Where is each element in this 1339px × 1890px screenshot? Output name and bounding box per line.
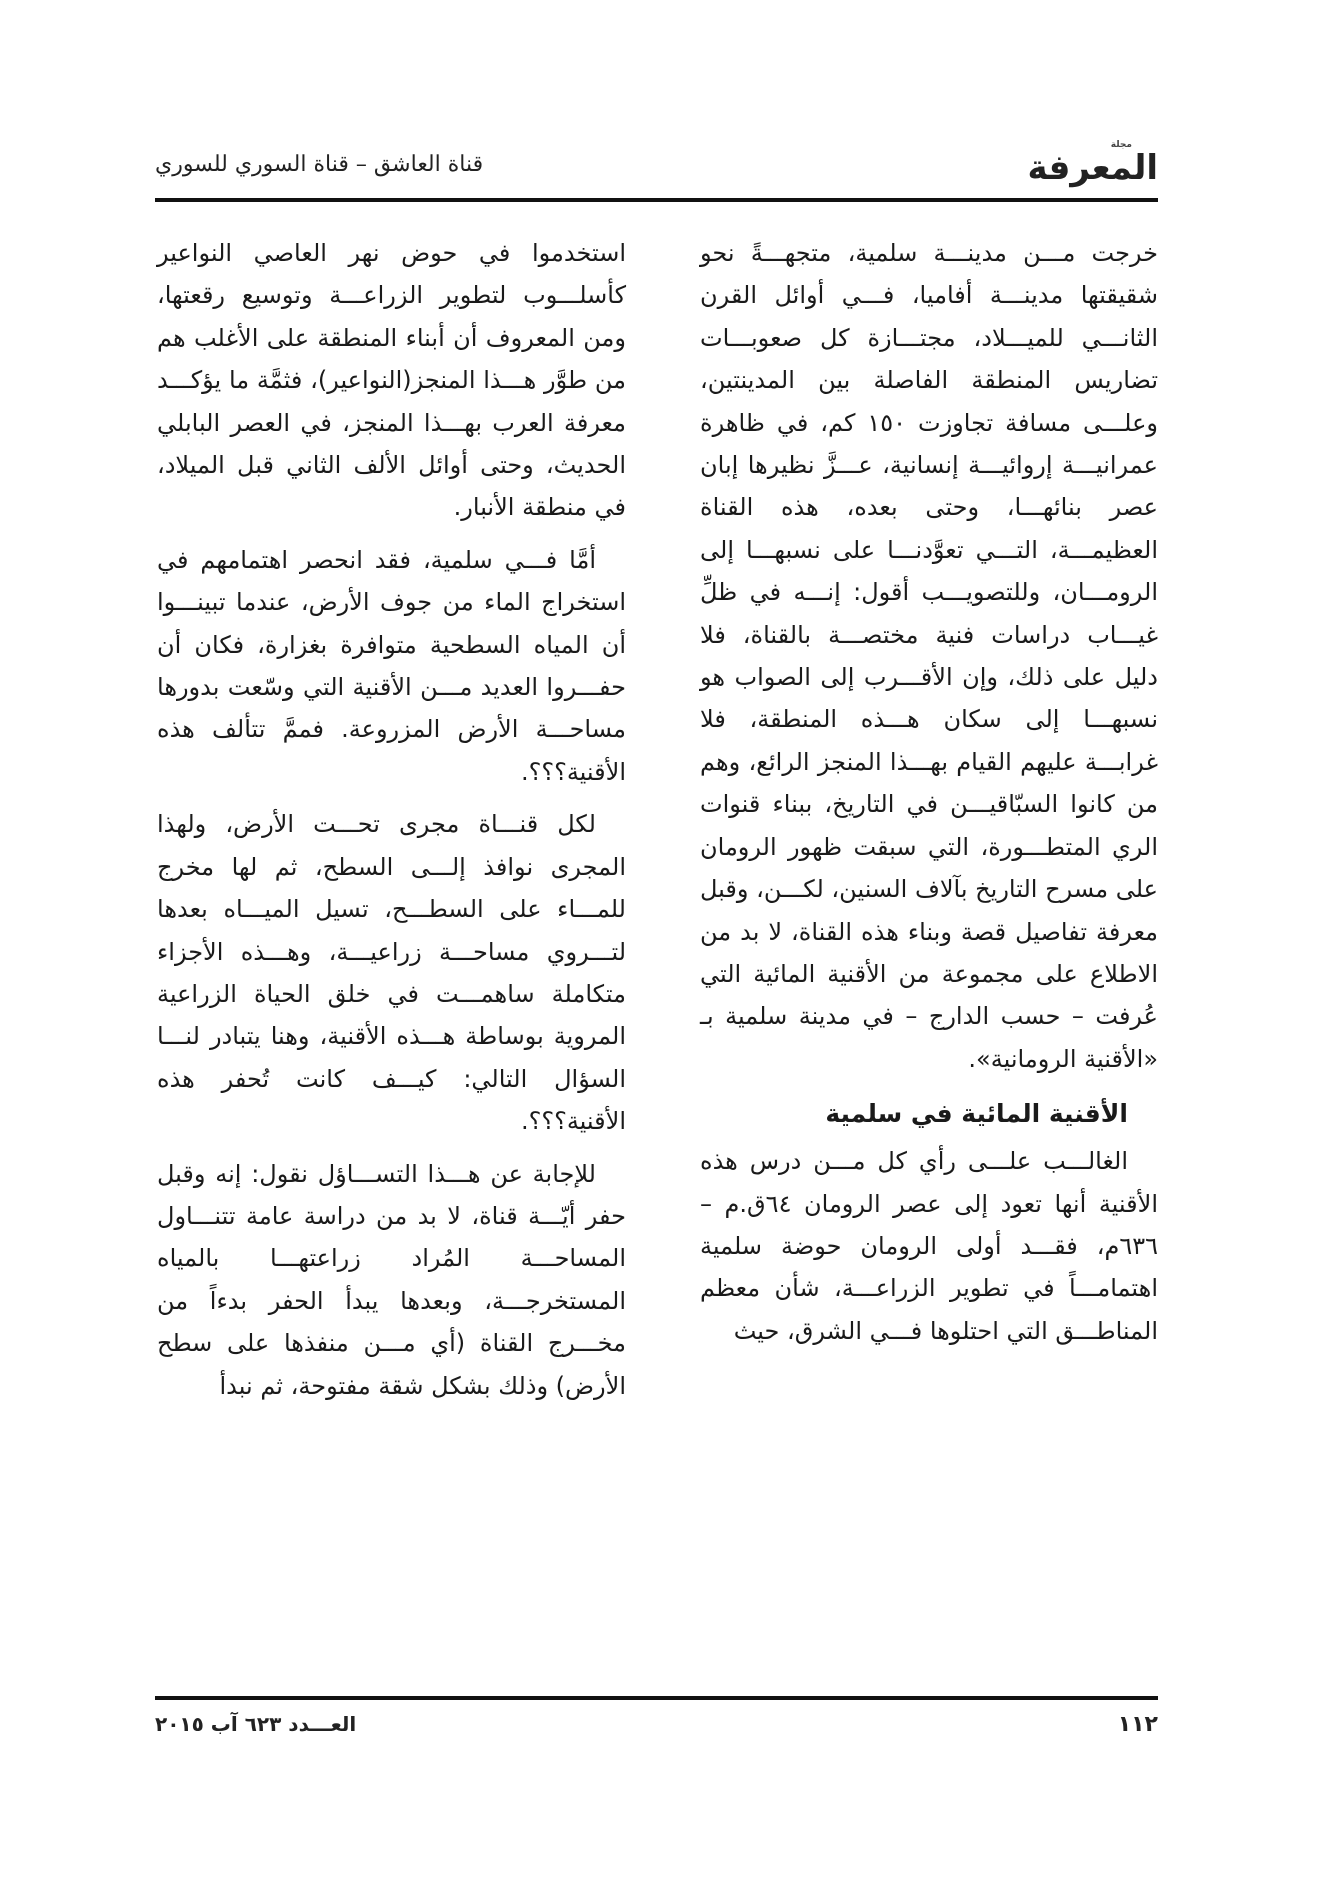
issue-info: العـــدد ٦٢٣ آب ٢٠١٥ [155, 1712, 357, 1736]
left-column [157, 232, 626, 1407]
magazine-logo: المعرفة [1027, 148, 1158, 188]
magazine-logo-small: مجلة [1110, 140, 1132, 150]
footer-rule [155, 1696, 1158, 1700]
page-header [155, 140, 1158, 194]
section-heading: الأقنية المائية في سلمية [825, 1099, 1128, 1129]
paragraph: لكل قنـــاة مجرى تحـــت الأرض، ولهذا المجرى نوافذ إلـــى السطح، ثم لها مخرج للمـــاء على السطـــح، تسيل الميـــاه بعدها لتـــروي مساحـــة زراعيـــة، وهـــذه الأجزاء متكاملة ساهمـــت في خلق الحياة الزراعية المروية بوساطة هـــذه الأقنية، وهنا يتبادر لنـــا السؤال التالي: كيـــف كانت تُحفر هذه الأقنية؟؟؟. [157, 810, 626, 1136]
page-number: ١١٢ [1117, 1712, 1158, 1737]
paragraph: استخدموا في حوض نهر العاصي النواعير كأسلـــوب لتطوير الزراعـــة وتوسيع رقعتها، ومن المعروف أن أبناء المنطقة على الأغلب هم من طوَّر هـــذا المنجز(النواعير)، فثمَّة ما يؤكـــد معرفة العرب بهـــذا المنجز، في العصر البابلي الحديث، وحتى أوائل الألف الثاني قبل الميلاد، في منطقة الأنبار. [157, 239, 626, 522]
header-rule [155, 198, 1158, 202]
right-column [700, 232, 1158, 1352]
paragraph: أمَّا فـــي سلمية، فقد انحصر اهتمامهم في استخراج الماء من جوف الأرض، عندما تبينـــوا أن المياه السطحية متوافرة بغزارة، فكان أن حفـــروا العديد مـــن الأقنية التي وسّعت بدورها مساحـــة الأرض المزروعة. فممَّ تتألف هذه الأقنية؟؟؟. [157, 545, 626, 786]
running-title: قناة العاشق – قناة السوري للسوري [155, 152, 484, 177]
paragraph: للإجابة عن هـــذا التســـاؤل نقول: إنه وقبل حفر أيّـــة قناة، لا بد من دراسة عامة تتنـــاول المساحـــة المُراد زراعتهـــا بالمياه المستخرجـــة، وبعدها يبدأ الحفر بدءاً من مخـــرج القناة (أي مـــن منفذها على سطح الأرض) وذلك بشكل شقة مفتوحة، ثم نبدأ [157, 1159, 626, 1400]
paragraph: الغالـــب علـــى رأي كل مـــن درس هذه الأقنية أنها تعود إلى عصر الرومان ٦٤ق.م – ٦٣٦م، فقـــد أولى الرومان حوضة سلمية اهتمامـــاً في تطوير الزراعـــة، شأن معظم المناطـــق التي احتلوها فـــي الشرق، حيث [700, 1147, 1158, 1345]
page-footer [155, 1712, 1158, 1752]
paragraph: خرجت مـــن مدينـــة سلمية، متجهـــةً نحو شقيقتها مدينـــة أفاميا، فـــي أوائل القرن الثانـــي للميـــلاد، مجتـــازة كل صعوبـــات تضاريس المنطقة الفاصلة بين المدينتين، وعلـــى مسافة تجاوزت ١٥٠ كم، في ظاهرة عمرانيـــة إروائيـــة إنسانية، عـــزَّ نظيرها إبان عصر بنائهـــا، وحتى بعده، هذه القناة العظيمـــة، التـــي تعوَّدنـــا على نسبهـــا إلى الرومـــان، وللتصويـــب أقول: إنـــه في ظلِّ غيـــاب دراسات فنية مختصـــة بالقناة، فلا دليل على ذلك، وإن الأقـــرب إلى الصواب هو نسبهـــا إلى سكان هـــذه المنطقة، فلا غرابـــة عليهم القيام بهـــذا المنجز الرائع، وهم من كانوا السبّاقيـــن في التاريخ، ببناء قنوات الري المتطـــورة، التي سبقت ظهور الرومان على مسرح التاريخ بآلاف السنين، لكـــن، وقبل معرفة تفاصيل قصة وبناء هذه القناة، لا بد من الاطلاع على مجموعة من الأقنية المائية التي عُرفت – حسب الدارج – في مدينة سلمية بـ «الأقنية الرومانية». [700, 239, 1158, 1073]
